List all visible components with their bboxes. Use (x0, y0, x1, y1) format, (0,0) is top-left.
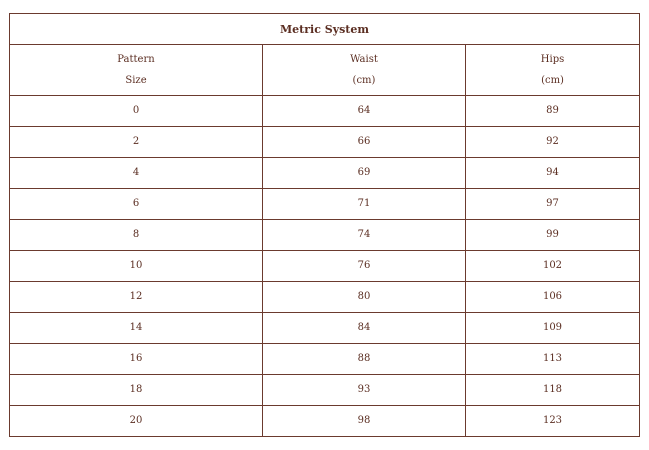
cell-pattern-size: 6 (10, 189, 263, 220)
table-row (10, 158, 640, 189)
cell-pattern-size: 20 (10, 406, 263, 437)
cell-pattern-size: 14 (10, 313, 263, 344)
table-row (10, 375, 640, 406)
cell-waist: 93 (263, 375, 466, 406)
header-label: Size (125, 75, 147, 86)
table-row (10, 344, 640, 375)
cell-waist: 98 (263, 406, 466, 437)
cell-hips: 106 (466, 282, 640, 313)
cell-pattern-size: 18 (10, 375, 263, 406)
cell-pattern-size: 4 (10, 158, 263, 189)
cell-hips: 99 (466, 220, 640, 251)
cell-hips: 102 (466, 251, 640, 282)
cell-pattern-size: 12 (10, 282, 263, 313)
cell-waist: 71 (263, 189, 466, 220)
header-label: Hips (540, 54, 565, 65)
cell-waist: 76 (263, 251, 466, 282)
cell-hips: 94 (466, 158, 640, 189)
cell-waist: 64 (263, 96, 466, 127)
cell-hips: 113 (466, 344, 640, 375)
table-row (10, 406, 640, 437)
table-title-row (10, 14, 640, 45)
header-hips (466, 45, 640, 96)
cell-hips: 97 (466, 189, 640, 220)
cell-waist: 84 (263, 313, 466, 344)
header-label: (cm) (541, 75, 564, 86)
cell-hips: 89 (466, 96, 640, 127)
cell-pattern-size: 0 (10, 96, 263, 127)
table-row (10, 282, 640, 313)
cell-pattern-size: 2 (10, 127, 263, 158)
table-row (10, 251, 640, 282)
cell-hips: 109 (466, 313, 640, 344)
cell-waist: 74 (263, 220, 466, 251)
cell-pattern-size: 16 (10, 344, 263, 375)
table-row (10, 313, 640, 344)
cell-hips: 123 (466, 406, 640, 437)
cell-waist: 69 (263, 158, 466, 189)
table-title: Metric System (10, 14, 640, 45)
metric-size-table (9, 13, 640, 437)
cell-hips: 92 (466, 127, 640, 158)
cell-pattern-size: 10 (10, 251, 263, 282)
header-label: Waist (350, 54, 378, 65)
cell-waist: 88 (263, 344, 466, 375)
table-row (10, 220, 640, 251)
cell-pattern-size: 8 (10, 220, 263, 251)
cell-waist: 66 (263, 127, 466, 158)
header-label: (cm) (352, 75, 376, 86)
cell-waist: 80 (263, 282, 466, 313)
table-row (10, 189, 640, 220)
table-header-row (10, 45, 640, 96)
table-row (10, 127, 640, 158)
header-waist (263, 45, 466, 96)
header-pattern-size (10, 45, 263, 96)
header-label: Pattern (117, 54, 155, 65)
table-row (10, 96, 640, 127)
cell-hips: 118 (466, 375, 640, 406)
